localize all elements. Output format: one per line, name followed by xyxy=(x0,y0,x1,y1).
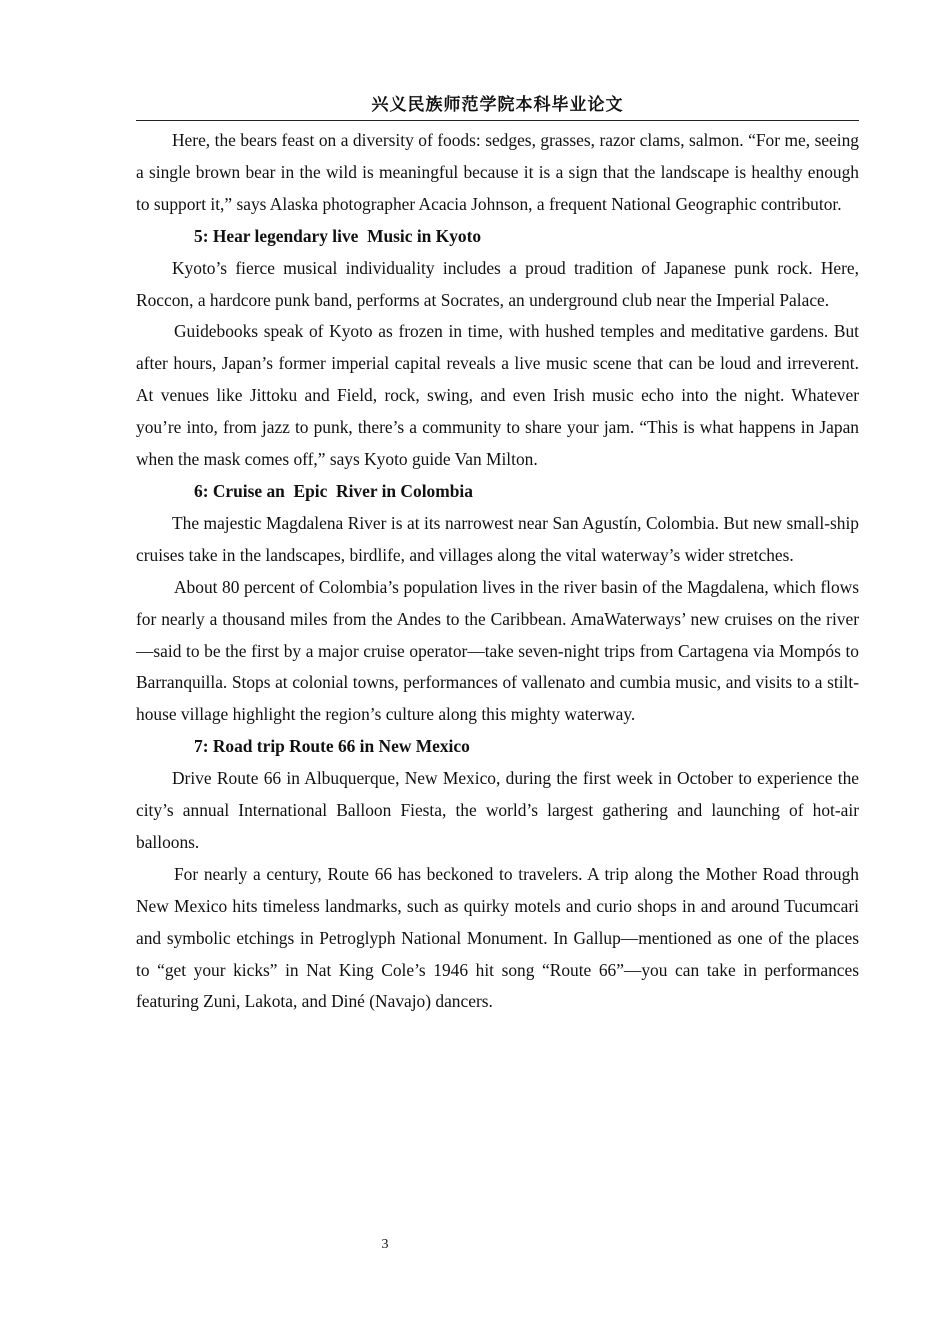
section-heading-colombia: 6: Cruise an Epic River in Colombia xyxy=(194,480,473,501)
paragraph-kyoto-punk: Kyoto’s fierce musical individuality includes a proud tradition of Japanese punk rock. Here, Roccon, a hardcore punk band, performs at Socrates, an underground club near the Imperial Palace. xyxy=(136,257,859,310)
page-header-title: 兴义民族师范学院本科毕业论文 xyxy=(371,95,624,115)
paragraph-magdalena: The majestic Magdalena River is at its narrowest near San Agustín, Colombia. But new small-ship cruises take in the landscapes, birdlife, and villages along the vital waterway’s wider stretches. xyxy=(136,512,859,565)
page-number: 3 xyxy=(381,1237,389,1252)
section-heading-route66: 7: Road trip Route 66 in New Mexico xyxy=(194,736,470,757)
document-body xyxy=(136,125,859,1018)
section-heading-kyoto: 5: Hear legendary live Music in Kyoto xyxy=(194,225,482,246)
header-divider xyxy=(136,120,859,121)
paragraph-colombia-cruises: About 80 percent of Colombia’s population lives in the river basin of the Magdalena, which flows for nearly a thousand miles from the Andes to the Caribbean. AmaWaterways’ new cruises on the river—said to be the first by a major cruise operator—take seven-night trips from Cartagena via Mompós to Barranquilla. Stops at colonial towns, performances of vallenato and cumbia music, and visits to a stilt-house village highlight the region’s culture along this mighty waterway. xyxy=(136,576,859,725)
paragraph-route66-history: For nearly a century, Route 66 has beckoned to travelers. A trip along the Mother Road through New Mexico hits timeless landmarks, such as quirky motels and curio shops in and around Tucumcari and symbolic etchings in Petroglyph National Monument. In Gallup—mentioned as one of the places to “get your kicks” in Nat King Cole’s 1946 hit song “Route 66”—you can take in performances featuring Zuni, Lakota, and Diné (Navajo) dancers. xyxy=(136,863,859,1012)
paragraph-bears: Here, the bears feast on a diversity of foods: sedges, grasses, razor clams, salmon. “For me, seeing a single brown bear in the wild is meaningful because it is a sign that the landscape is healthy enough to support it,” says Alaska photographer Acacia Johnson, a frequent National Geographic contributor. xyxy=(136,130,859,214)
paragraph-kyoto-guidebooks: Guidebooks speak of Kyoto as frozen in time, with hushed temples and meditative gardens. But after hours, Japan’s former imperial capital reveals a live music scene that can be loud and irreverent. At venues like Jittoku and Field, rock, swing, and even Irish music echo into the night. Whatever you’re into, from jazz to punk, there’s a community to share your jam. “This is what happens in Japan when the mask comes off,” says Kyoto guide Van Milton. xyxy=(136,321,859,470)
paragraph-albuquerque: Drive Route 66 in Albuquerque, New Mexico, during the first week in October to experience the city’s annual International Balloon Fiesta, the world’s largest gathering and launching of hot-air balloons. xyxy=(136,768,859,852)
